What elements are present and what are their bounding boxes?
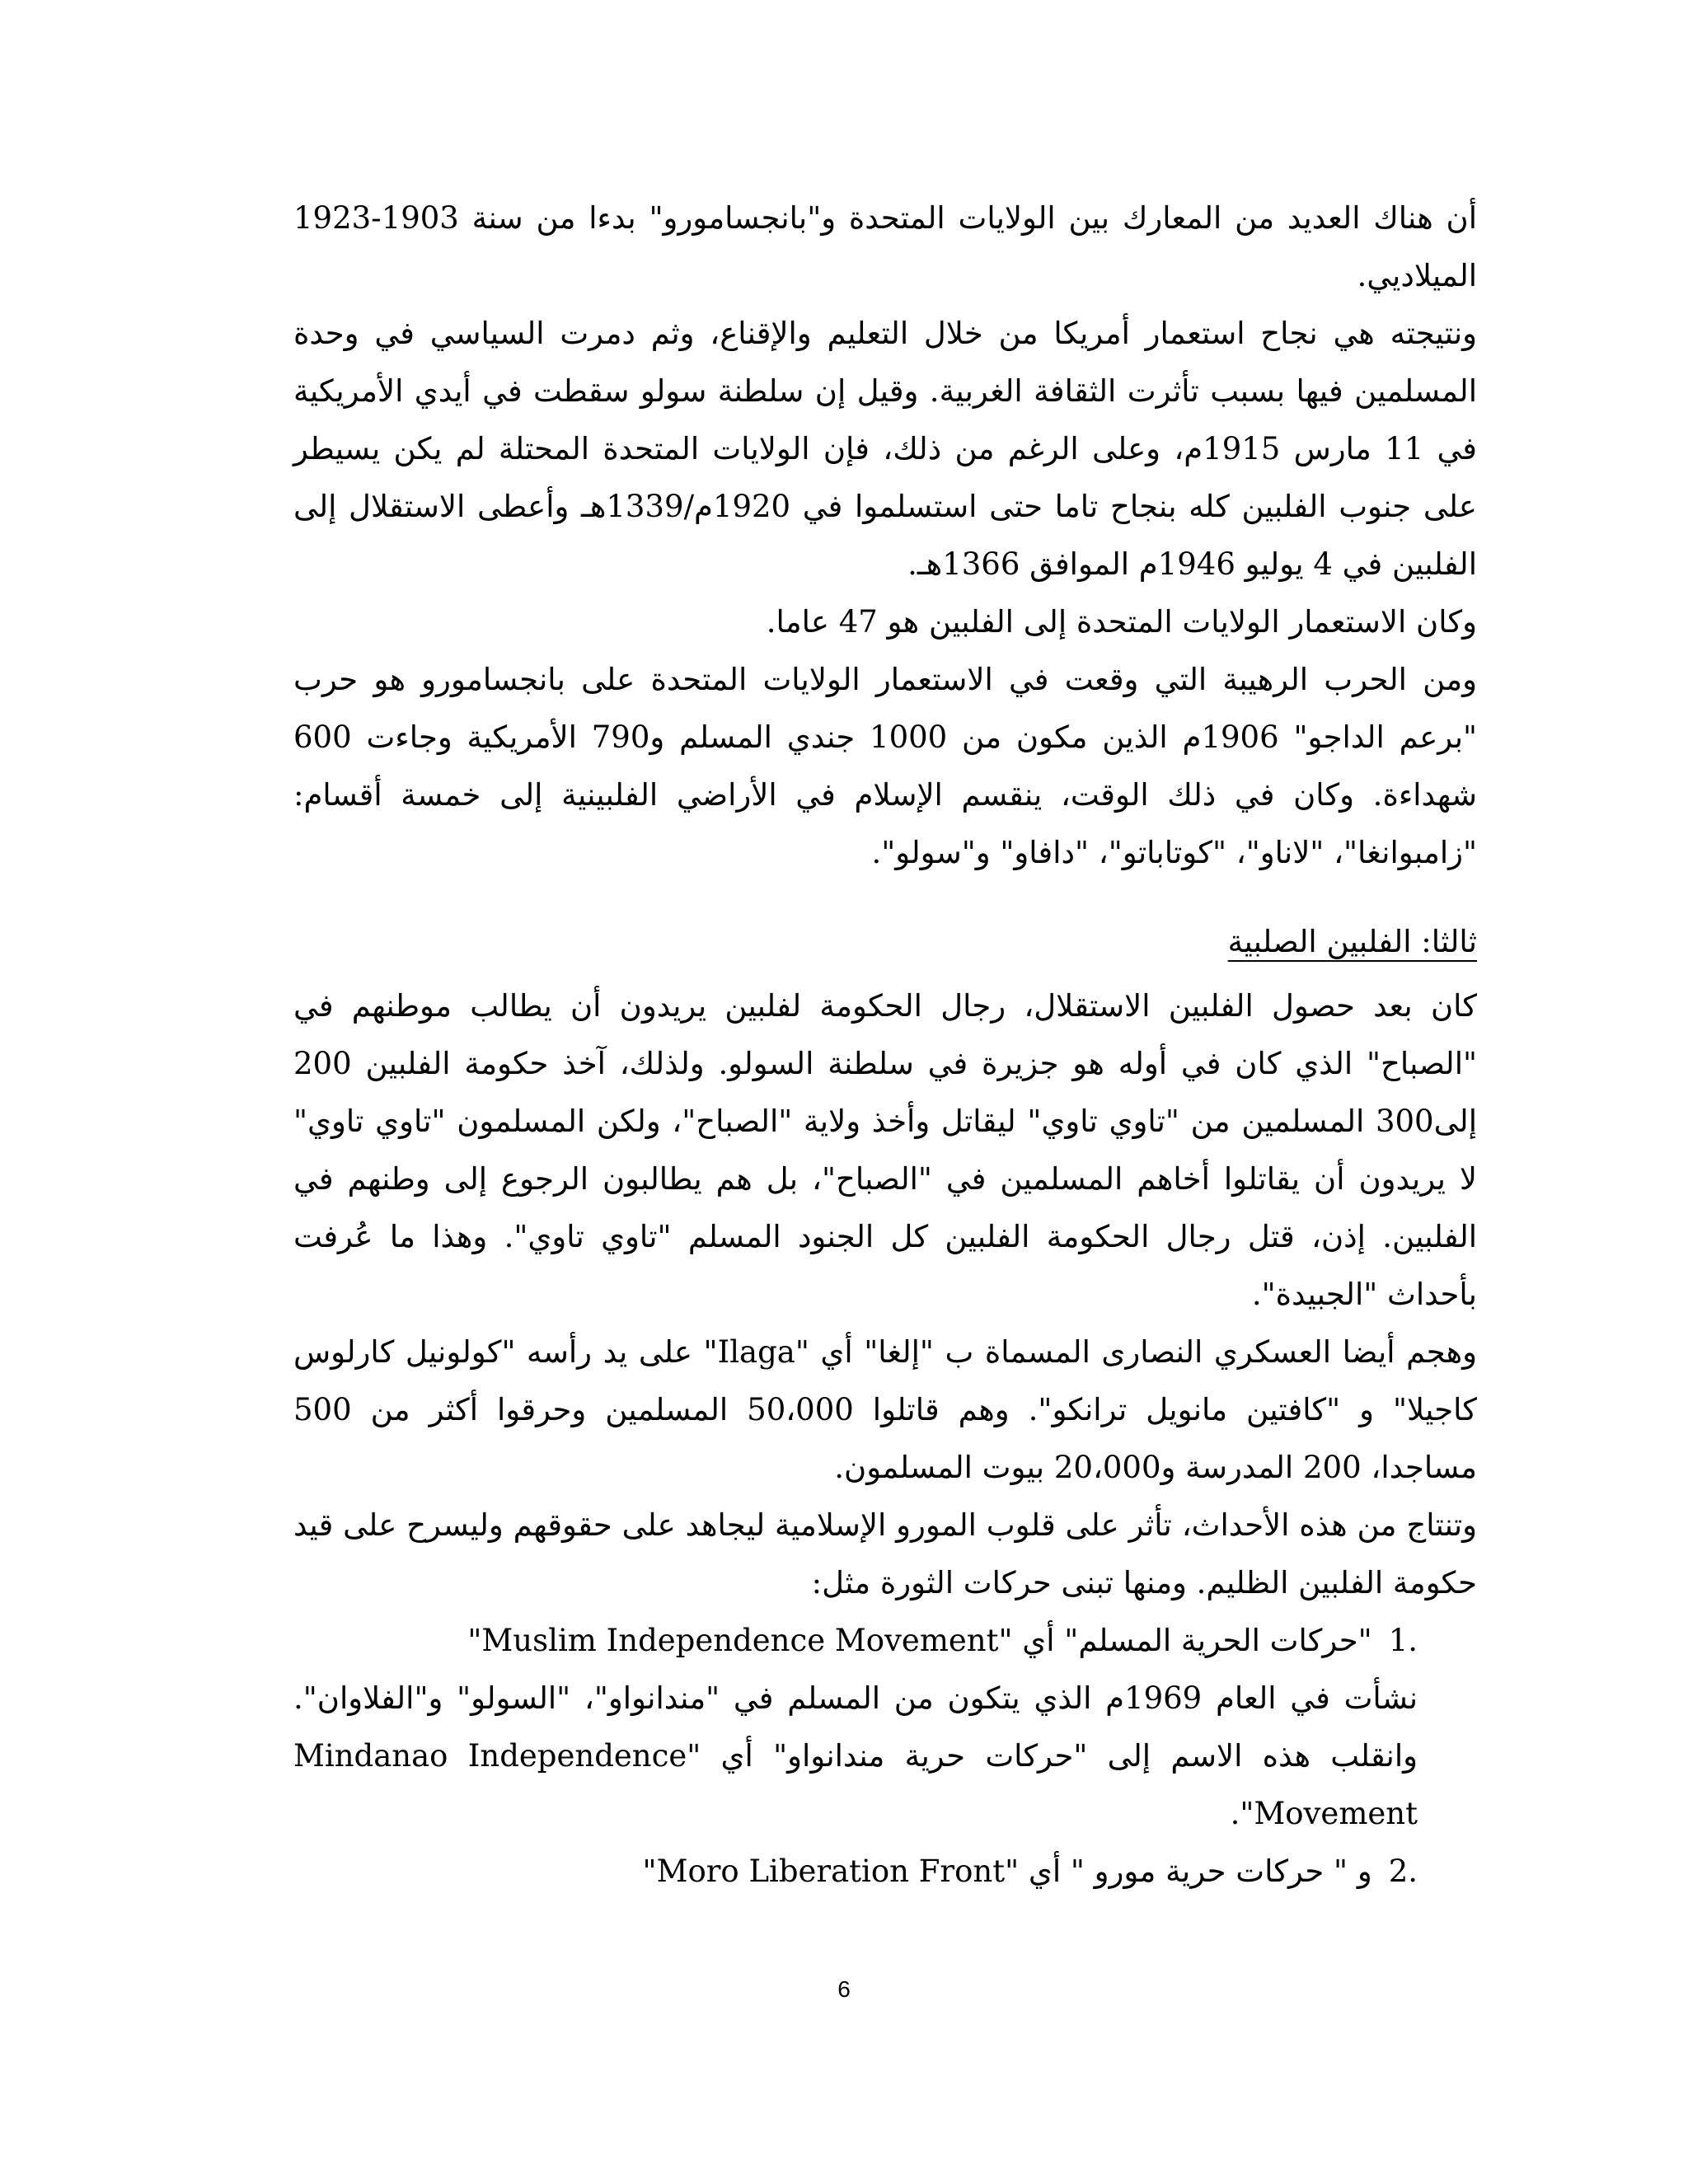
paragraph: وكان الاستعمار الولايات المتحدة إلى الفلبين هو 47 عاما. xyxy=(766,604,1477,640)
section-1-text xyxy=(293,190,1477,882)
paragraph: أن هناك العديد من المعارك بين الولايات المتحدة و"بانجسامورو" بدءا من سنة 1903-1923 الميلاديي. xyxy=(293,200,1477,293)
section-heading: ثالثا: الفلبين الصلبية xyxy=(1227,924,1477,959)
paragraph: وهجم أيضا العسكري النصارى المسماة ب "إلغا" أي "Ilaga" على يد رأسه "كولونيل كارلوس كاجيلا" و "كافتين مانويل ترانكو". وهم قاتلوا 50،000 المسلمين وحرقوا أكثر من 500 مساجدا، 200 المدرسة و20،000 بيوت المسلمون. xyxy=(293,1334,1478,1485)
paragraph: ونتيجته هي نجاح استعمار أمريكا من خلال التعليم والإقناع، وثم دمرت السياسي في وحدة المسلمين فيها بسبب تأثرت الثقافة الغربية. وقيل إن سلطنة سولو سقطت في أيدي الأمريكية في 11 مارس 1915م، وعلى الرغم من ذلك، فإن الولايات المتحدة المحتلة لم يكن يسيطر على جنوب الفلبين كله بنجاح تاما حتى استسلموا في 1920م/1339هـ وأعطى الاستقلال إلى الفلبين في 4 يوليو 1946م الموافق 1366هـ. xyxy=(293,316,1478,582)
paragraph: وتنتاج من هذه الأحداث، تأثر على قلوب المورو الإسلامية ليجاهد على حقوقهم وليسرح على قيد حكومة الفلبين الظليم. ومنها تبنى حركات الثورة مثل: xyxy=(293,1507,1477,1601)
paragraph: كان بعد حصول الفلبين الاستقلال، رجال الحكومة لفلبين يريدون أن يطالب موطنهم في "الصباح" الذي كان في أوله هو جزيرة في سلطنة السولو. ولذلك، آخذ حكومة الفلبين 200 إلى300 المسلمين من "تاوي تاوي" ليقاتل وأخذ ولاية "الصباح"، ولكن المسلمون "تاوي تاوي" لا يريدون أن يقاتلوا أخاهم المسلمين في "الصباح"، بل هم يطالبون الرجوع إلى وطنهم في الفلبين. إذن، قتل رجال الحكومة الفلبين كل الجنود المسلم "تاوي تاوي". وهذا ما عُرفت بأحداث "الجبيدة". xyxy=(293,988,1477,1312)
list-item-detail: نشأت في العام 1969م الذي يتكون من المسلم في "مندانواو"، "السولو" و"الفلاوان". وانقلب هذه الاسم إلى "حركات حرية مندانواو" أي "Mindanao Independence Movement". xyxy=(293,1680,1418,1831)
paragraph: ومن الحرب الرهيبة التي وقعت في الاستعمار الولايات المتحدة على بانجسامورو هو حرب "برعم الداجو" 1906م الذين مكون من 1000 جندي المسلم و790 الأمريكية وجاءت 600 شهداءة. وكان في ذلك الوقت، ينقسم الإسلام في الأراضي الفلبينية إلى خمسة أقسام: "زامبوانغا"، "لاناو"، "كوتاباتو"، "دافاو" و"سولو". xyxy=(293,662,1478,870)
list-number: 1. xyxy=(1388,1623,1418,1658)
list-item xyxy=(293,1612,1477,1670)
section-2-text xyxy=(293,913,1477,1900)
page-number: 6 xyxy=(837,1976,851,2002)
list-item-text: "حركات الحرية المسلم" أي "Muslim Independence Movement" xyxy=(467,1623,1372,1658)
list-number: 2. xyxy=(1388,1854,1418,1889)
list-item-text: و " حركات حرية مورو " أي "Moro Liberation Front" xyxy=(642,1854,1372,1889)
list-item xyxy=(293,1843,1477,1900)
